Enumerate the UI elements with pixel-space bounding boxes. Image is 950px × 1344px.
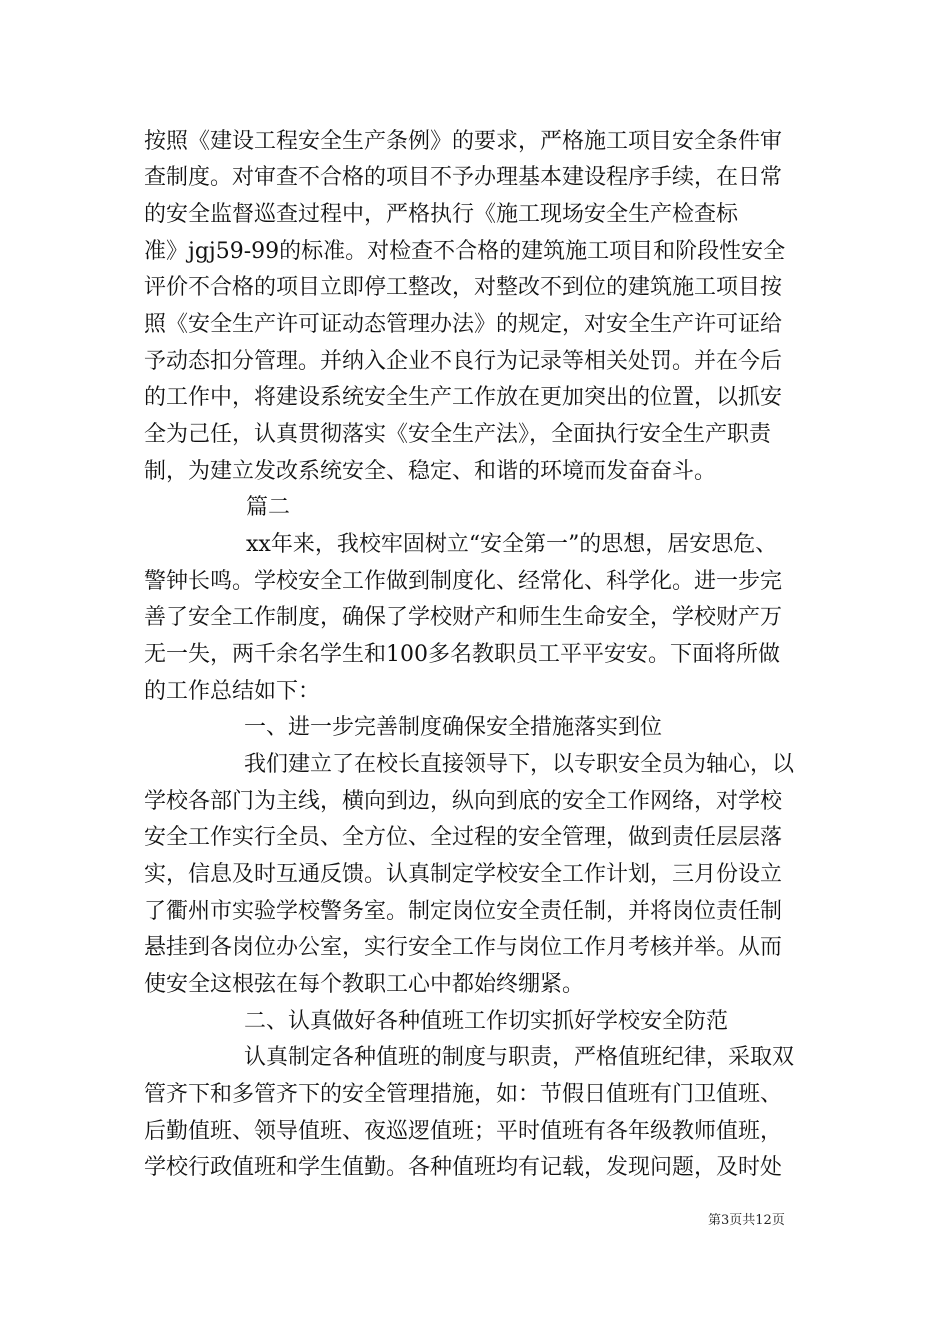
page-number: 第3页共12页 <box>708 1213 785 1228</box>
text-line: 照《安全生产许可证动态管理办法》的规定，对安全生产许可证给 <box>144 312 783 337</box>
text-line: 管齐下和多管齐下的安全管理措施，如：节假日值班有门卫值班、 <box>144 1082 783 1107</box>
text-line: 查制度。对审查不合格的项目不予办理基本建设程序手续，在日常 <box>144 165 783 190</box>
text-line: 予动态扣分管理。并纳入企业不良行为记录等相关处罚。并在今后 <box>144 349 783 374</box>
text-line: 安全工作实行全员、全方位、全过程的安全管理，做到责任层层落 <box>144 825 783 850</box>
text-line: 的工作总结如下： <box>144 679 321 704</box>
text-line: 善了安全工作制度，确保了学校财产和师生生命安全，学校财产万 <box>144 605 783 630</box>
text-line: 警钟长鸣。学校安全工作做到制度化、经常化、科学化。进一步完 <box>144 569 783 594</box>
text-line: 无一失，两千余名学生和100多名教职员工平平安安。下面将所做 <box>144 642 780 667</box>
text-line: 认真制定各种值班的制度与职责，严格值班纪律，采取双 <box>244 1045 795 1070</box>
text-line: 全为己任，认真贯彻落实《安全生产法》，全面执行安全生产职责 <box>144 422 772 447</box>
text-line: 了衢州市实验学校警务室。制定岗位安全责任制，并将岗位责任制 <box>144 899 783 924</box>
text-line: 的工作中，将建设系统安全生产工作放在更加突出的位置，以抓安 <box>144 385 783 410</box>
text-line: 使安全这根弦在每个教职工心中都始终绷紧。 <box>144 972 585 997</box>
text-line: 准》jgj59-99的标准。对检查不合格的建筑施工项目和阶段性安全 <box>144 239 786 264</box>
text-line: 后勤值班、领导值班、夜巡逻值班；平时值班有各年级教师值班， <box>144 1119 783 1144</box>
text-line: 我们建立了在校长直接领导下，以专职安全员为轴心，以 <box>244 752 795 777</box>
text-line: 悬挂到各岗位办公室，实行安全工作与岗位工作月考核并举。从而 <box>144 935 783 960</box>
section-heading: 一、进一步完善制度确保安全措施落实到位 <box>244 715 663 740</box>
text-line: 评价不合格的项目立即停工整改，对整改不到位的建筑施工项目按 <box>144 275 783 300</box>
text-line: 学校各部门为主线，横向到边，纵向到底的安全工作网络，对学校 <box>144 789 783 814</box>
text-line: 按照《建设工程安全生产条例》的要求，严格施工项目安全条件审 <box>144 129 783 154</box>
text-line: 的安全监督巡查过程中，严格执行《施工现场安全生产检查标 <box>144 202 739 227</box>
text-line: 制，为建立发改系统安全、稳定、和谐的环境而发奋奋斗。 <box>144 459 717 484</box>
text-line: 学校行政值班和学生值勤。各种值班均有记载，发现问题，及时处 <box>144 1155 783 1180</box>
section-heading: 篇二 <box>246 495 291 520</box>
text-line: 实，信息及时互通反馈。认真制定学校安全工作计划，三月份设立 <box>144 862 783 887</box>
text-line: xx年来，我校牢固树立“安全第一”的思想，居安思危、 <box>246 532 778 557</box>
section-heading: 二、认真做好各种值班工作切实抓好学校安全防范 <box>244 1009 729 1034</box>
